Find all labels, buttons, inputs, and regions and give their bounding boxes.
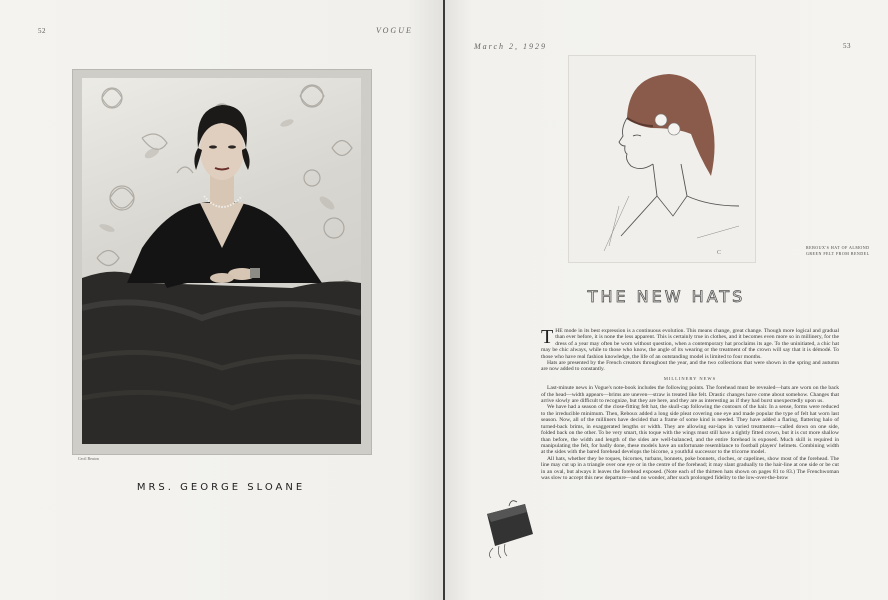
article-paragraph: All hats, whether they be toques, bicornes, turbans, bonnets, poke bonnets, cloches, or capelines, show most of the forehead. The line may cut up in a triangle over one eye or in the centre of the forehead; it may slant gradually to the hair-line at one side or be cut in an oval, but always it leaves the forehead exposed. (Note each of the thirteen hats shown on pages 81 to 83.) The Frenchwoman was slow to accept this new departure—and no wonder, after such prolonged fidelity to the low-over-the-brow — [541, 455, 839, 481]
article-paragraph: Last-minute news in Vogue's note-book includes the following points. The forehead must be revealed—hats are worn on the back of the head—width appears—brims are uneven—straw is treated like felt. Drastic changes have come about somehow. Changes that arrive slowly are difficult to recognize, but they are here, and they are as interesting as if they had burst unexpectedly upon us. — [541, 385, 839, 405]
paragraph-text: HE mode in its best expression is a continuous evolution. This means change, great change. Though more logical and gradual than ever before, it is none the less apparent. This is certainly true in clothes, and it becomes even more so in millinery, for the dress of a year may often be worn without question, when a contemporary hat proclaims its age. To the uninitiated, a chic hat may be chic always, while to those who know, the angle of its wearing or the treatment of the crown will say that it is démodé. To those who have real fashion knowledge, the life of an outstanding model is limited to four months. — [541, 328, 839, 360]
portrait-photo-frame — [72, 69, 372, 455]
hat-sketch — [568, 55, 756, 263]
right-page-number: 53 — [843, 42, 851, 50]
handbag-sketch — [479, 494, 539, 560]
right-page — [445, 0, 888, 600]
hat-sketch-drawing — [569, 56, 755, 262]
article-title: THE NEW HATS — [587, 287, 746, 306]
portrait-illustration — [82, 78, 361, 444]
sketch-signature: C — [717, 250, 722, 256]
left-page — [0, 0, 443, 600]
article-paragraph: We have had a season of the close-fitting felt hat, the skull-cap following the contours of the hair. In a sense, forms were reduced to the irreducible minimum. Then, Reboux added a long side pleat covering one eye and made popular the type of felt hat worn last season. Now, all of the milliners have decided that a frame of some kind is needed. They have added a flaring, flattering halo of turned-back brims, in exaggerated lengths or width. They are allowing ear-laps in varied treatments—called down on one side, folded back on the other. To be very smart, this toque with the wings must still have a tightly fitted crown, but it is cut more shallow than before, the width and length of the sides are well-balanced, and the entire forehead is exposed. Much skill is required in manipulating the felt, for badly done, these models have an unfortunate resemblance to football players' helmets. Combining width at the sides with the bared forehead develops the bicorne, a youthful successor to the tricorne model. — [541, 404, 839, 456]
drop-cap: T — [541, 326, 554, 348]
article-body — [541, 328, 839, 481]
portrait-caption: MRS. GEORGE SLOANE — [136, 482, 306, 493]
left-page-number: 52 — [38, 27, 46, 35]
section-subhead: MILLINERY NEWS — [663, 375, 717, 381]
sketch-caption: REBOUX'S HAT OF ALMOND GREEN FELT FROM BENDEL — [806, 245, 870, 256]
article-paragraph — [541, 328, 839, 360]
photo-credit: Cecil Beaton — [78, 456, 99, 461]
article-paragraph: Hats are presented by the French creators throughout the year, and the two collections that were shown in the spring and autumn are now added to constantly. — [541, 360, 839, 373]
right-running-head: March 2, 1929 — [474, 42, 548, 51]
left-running-head: VOGUE — [376, 26, 413, 35]
portrait-photo — [82, 78, 361, 444]
